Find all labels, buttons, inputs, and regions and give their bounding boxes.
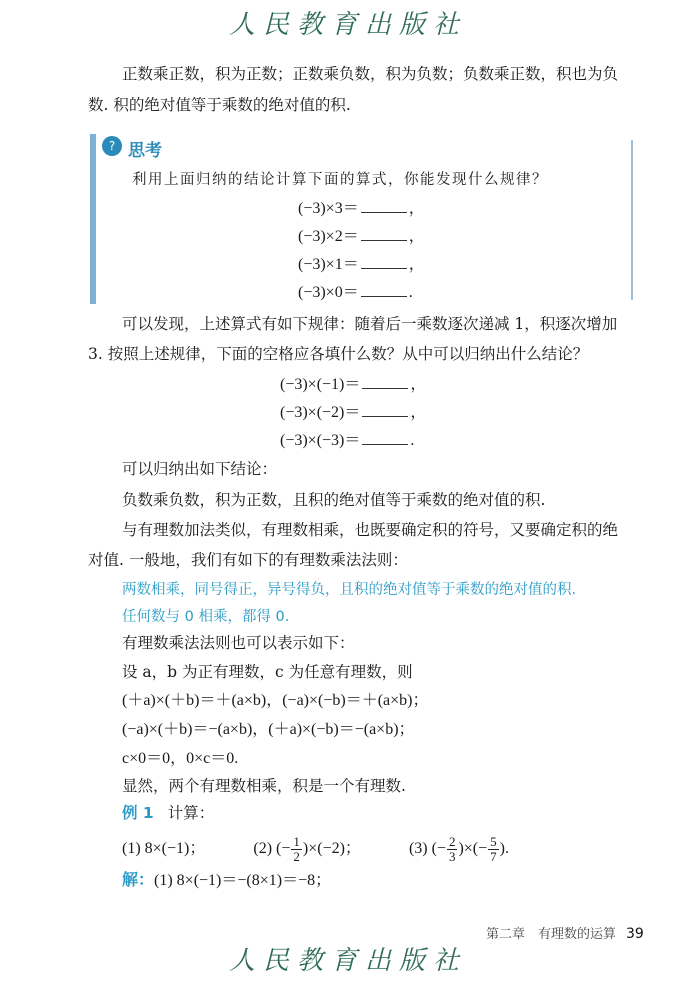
answer-blank[interactable] <box>362 402 408 417</box>
equation-end: ， <box>410 404 427 421</box>
rule-line-2: 任何数与 0 相乘，都得 0. <box>122 609 290 625</box>
example-item-3: (3) (− $\frac{2}{3}$ )×(− $\frac{5}{7}$ ). <box>408 833 509 864</box>
fraction: $\frac{5}{7}$ <box>490 833 497 864</box>
equation-end: ， <box>408 228 425 245</box>
formal-setup: 设 a，b 为正有理数，c 为任意有理数，则 <box>122 663 413 681</box>
example-header <box>122 803 214 823</box>
equation-expr: (−3)×1＝ <box>298 256 359 273</box>
example-item-2: (2) (− $\frac{1}{2}$ )×(−2)； <box>253 833 361 864</box>
pattern-equation-2 <box>280 402 426 423</box>
think-prompt: 利用上面归纳的结论计算下面的算式，你能发现什么规律？ <box>132 172 548 188</box>
equation-end: ， <box>408 256 425 273</box>
intro-line-2: 数. 积的绝对值等于乘数的绝对值的积. <box>88 96 351 114</box>
equation-end: ， <box>408 200 425 217</box>
lightbulb-head-icon: ? <box>102 136 122 156</box>
example-task: 计算： <box>167 804 215 822</box>
chapter-title: 第二章 有理数的运算 <box>486 927 617 942</box>
conclusion-statement: 负数乘负数，积为正数，且积的绝对值等于乘数的绝对值的积. <box>122 491 546 509</box>
equation-end: . <box>408 284 413 301</box>
answer-blank[interactable] <box>362 374 408 389</box>
pattern-line-2: 3. 按照上述规律，下面的空格应各填什么数？从中可以归纳出什么结论？ <box>88 345 589 363</box>
intro-line-1: 正数乘正数，积为正数；正数乘负数，积为负数；负数乘正数，积也为负 <box>122 65 619 83</box>
formal-row-1: (＋a)×(＋b)＝＋(a×b)，(−a)×(−b)＝＋(a×b)； <box>122 692 429 709</box>
pattern-equation-1 <box>280 374 426 395</box>
example-items <box>122 832 509 866</box>
formal-row-2: (−a)×(＋b)＝−(a×b)，(＋a)×(−b)＝−(a×b)； <box>122 721 415 738</box>
conclusion-intro: 可以归纳出如下结论： <box>122 460 278 478</box>
equation-expr: (−3)×(−3)＝ <box>280 432 361 449</box>
publisher-logo-header: 人民教育出版社 <box>228 10 467 40</box>
answer-blank[interactable] <box>361 226 407 241</box>
pattern-line-1: 可以发现，上述算式有如下规律：随着后一乘数逐次递减 1，积逐次增加 <box>122 315 618 333</box>
example-label: 例 1 <box>122 804 154 822</box>
solution-line <box>122 870 331 891</box>
page-number: 39 <box>626 926 644 942</box>
solution-label: 解： <box>122 870 155 889</box>
formal-remark: 显然，两个有理数相乘，积是一个有理数. <box>122 777 406 795</box>
pattern-equation-3 <box>280 430 414 451</box>
conclusion-para-line-2: 对值. 一般地，我们有如下的有理数乘法法则： <box>88 551 408 569</box>
think-equation-4 <box>298 282 413 303</box>
equation-expr: (−3)×2＝ <box>298 228 359 245</box>
equation-expr: (−3)×0＝ <box>298 284 359 301</box>
answer-blank[interactable] <box>362 430 408 445</box>
example-item-1: (1) 8×(−1)； <box>122 840 206 857</box>
conclusion-para-line-1: 与有理数加法类似，有理数相乘，也既要确定积的符号，又要确定积的绝 <box>122 521 619 539</box>
think-box-right-bar <box>631 140 633 300</box>
think-equation-1 <box>298 198 425 219</box>
answer-blank[interactable] <box>361 254 407 269</box>
equation-end: ， <box>410 376 427 393</box>
fraction: $\frac{1}{2}$ <box>293 833 300 864</box>
answer-blank[interactable] <box>361 282 407 297</box>
equation-end: . <box>410 432 415 449</box>
think-box <box>90 134 633 304</box>
think-equation-2 <box>298 226 425 247</box>
think-equation-3 <box>298 254 425 275</box>
formal-row-3: c×0＝0，0×c＝0. <box>122 750 239 767</box>
rule-line-1: 两数相乘，同号得正，异号得负，且积的绝对值等于乘数的绝对值的积. <box>122 582 577 598</box>
solution-1: (1) 8×(−1)＝−(8×1)＝−8； <box>154 872 332 889</box>
fraction: $\frac{2}{3}$ <box>448 833 456 864</box>
answer-blank[interactable] <box>361 198 407 213</box>
formal-intro: 有理数乘法法则也可以表示如下： <box>122 634 355 652</box>
think-title: 思考 <box>128 141 162 161</box>
publisher-logo-footer: 人民教育出版社 <box>228 946 467 976</box>
equation-expr: (−3)×(−1)＝ <box>280 376 361 393</box>
equation-expr: (−3)×3＝ <box>298 200 359 217</box>
equation-expr: (−3)×(−2)＝ <box>280 404 361 421</box>
think-box-left-bar <box>90 134 96 304</box>
